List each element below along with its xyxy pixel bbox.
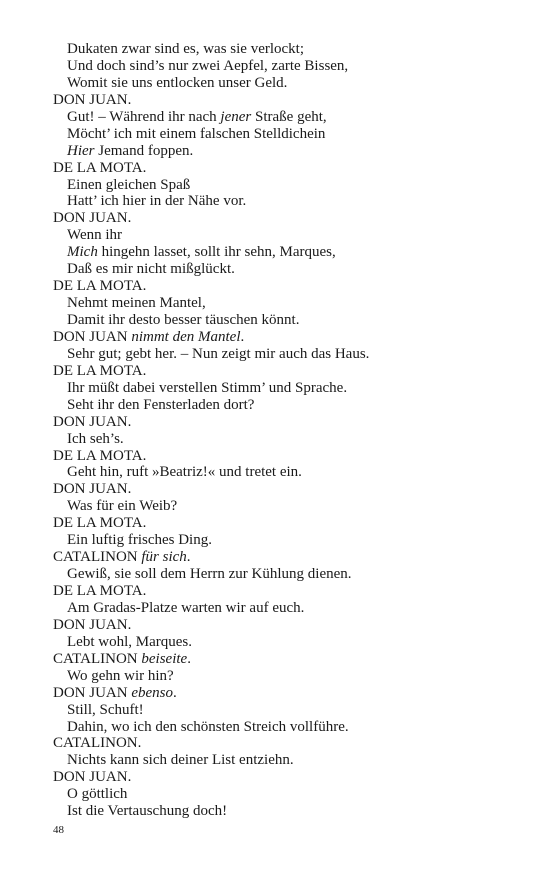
line-text: Was für ein Weib? xyxy=(67,498,178,515)
line-text: . xyxy=(187,650,191,667)
line-text: Möcht’ ich mit einem falschen Stelldichein xyxy=(67,125,326,142)
verse-line xyxy=(0,464,550,481)
verse-line xyxy=(0,143,550,160)
line-text: DON JUAN xyxy=(53,684,132,701)
line-text: DE LA MOTA. xyxy=(53,159,147,176)
line-text: DON JUAN. xyxy=(53,210,132,227)
line-text: Dahin, wo ich den schönsten Streich vollführe. xyxy=(67,718,349,735)
verse-line xyxy=(0,346,550,363)
verse-line xyxy=(0,600,550,617)
line-text: DON JUAN xyxy=(53,328,132,345)
line-text: Still, Schuft! xyxy=(67,701,144,718)
line-text: . xyxy=(173,684,177,701)
line-text: . xyxy=(240,328,245,345)
line-text: DE LA MOTA. xyxy=(53,362,147,379)
verse-line xyxy=(0,532,550,549)
verse-line xyxy=(0,752,550,769)
speaker-line xyxy=(0,685,550,702)
verse-line xyxy=(0,312,550,329)
verse-line xyxy=(0,177,550,194)
verse-line xyxy=(0,803,550,820)
emphasis-text: Mich xyxy=(67,244,98,261)
verse-line xyxy=(0,41,550,58)
emphasis-text: für sich xyxy=(141,549,187,566)
line-text: Ist die Vertauschung doch! xyxy=(67,803,228,820)
speaker-line xyxy=(0,278,550,295)
speaker-line xyxy=(0,583,550,600)
verse-line xyxy=(0,261,550,278)
verse-line xyxy=(0,719,550,736)
line-text: DE LA MOTA. xyxy=(53,583,147,599)
line-text: Wo gehn wir hin? xyxy=(67,667,174,684)
line-text: Und doch sind’s nur zwei Aepfel, zarte Bissen, xyxy=(67,57,349,74)
line-text: DE LA MOTA. xyxy=(53,447,147,464)
verse-line xyxy=(0,702,550,719)
line-text: Jemand foppen. xyxy=(94,142,194,159)
emphasis-text: beiseite xyxy=(141,650,188,667)
line-text: Ihr müßt dabei verstellen Stimm’ und Sprache. xyxy=(67,379,348,396)
line-text: Ein luftig frisches Ding. xyxy=(67,532,212,549)
line-text: O göttlich xyxy=(67,786,128,803)
line-text: Nehmt meinen Mantel, xyxy=(67,295,206,312)
line-text: Hatt’ ich hier in der Nähe vor. xyxy=(67,193,247,210)
emphasis-text: nimmt den Mantel xyxy=(131,328,241,345)
line-text: Einen gleichen Spaß xyxy=(67,176,191,193)
line-text: CATALINON xyxy=(53,549,142,566)
verse-line xyxy=(0,380,550,397)
line-text: Am Gradas-Platze warten wir auf euch. xyxy=(67,599,305,616)
line-text: Womit sie uns entlocken unser Geld. xyxy=(67,74,288,91)
line-text: DE LA MOTA. xyxy=(53,515,147,532)
verse-line xyxy=(0,786,550,803)
line-text: DE LA MOTA. xyxy=(53,278,147,295)
line-text: Damit ihr desto besser täuschen könnt. xyxy=(67,312,300,328)
line-text: Lebt wohl, Marques. xyxy=(67,633,192,650)
verse-line xyxy=(0,397,550,414)
emphasis-text: Hier xyxy=(67,142,95,159)
speaker-line xyxy=(0,651,550,668)
speaker-line xyxy=(0,160,550,177)
verse-line xyxy=(0,431,550,448)
line-text: DON JUAN. xyxy=(53,91,132,108)
line-text: DON JUAN. xyxy=(53,413,132,430)
verse-line xyxy=(0,498,550,515)
line-text: Geht hin, ruft »Beatriz!« und tretet ein. xyxy=(67,464,302,481)
speaker-line xyxy=(0,92,550,109)
line-text: DON JUAN. xyxy=(53,769,132,786)
verse-line xyxy=(0,566,550,583)
line-text: Sehr gut; gebt her. – Nun zeigt mir auch das Haus. xyxy=(67,345,370,362)
verse-line xyxy=(0,668,550,685)
line-text: Seht ihr den Fensterladen dort? xyxy=(67,396,255,413)
verse-line xyxy=(0,244,550,261)
verse-line xyxy=(0,58,550,75)
play-text xyxy=(0,41,550,820)
verse-line xyxy=(0,295,550,312)
speaker-line xyxy=(0,735,550,752)
line-text: hingehn lasset, sollt ihr sehn, Marques, xyxy=(97,244,336,261)
verse-line xyxy=(0,75,550,92)
verse-line xyxy=(0,227,550,244)
speaker-line xyxy=(0,769,550,786)
line-text: Dukaten zwar sind es, was sie verlockt; xyxy=(67,41,305,57)
speaker-line xyxy=(0,481,550,498)
line-text: Ich seh’s. xyxy=(67,430,124,447)
emphasis-text: jener xyxy=(220,108,252,125)
line-text: CATALINON xyxy=(53,650,142,667)
speaker-line xyxy=(0,515,550,532)
verse-line xyxy=(0,634,550,651)
speaker-line xyxy=(0,414,550,431)
line-text: . xyxy=(186,549,191,566)
verse-line xyxy=(0,193,550,210)
line-text: Nichts kann sich deiner List entziehn. xyxy=(67,752,294,769)
line-text: Daß es mir nicht mißglückt. xyxy=(67,261,235,278)
line-text: DON JUAN. xyxy=(53,616,132,633)
line-text: Wenn ihr xyxy=(67,227,123,244)
line-text: Gut! – Während ihr nach xyxy=(67,108,221,125)
speaker-line xyxy=(0,617,550,634)
speaker-line xyxy=(0,329,550,346)
line-text: Gewiß, sie soll dem Herrn zur Kühlung dienen. xyxy=(67,566,352,583)
page-number: 48 xyxy=(53,824,64,836)
verse-line xyxy=(0,109,550,126)
speaker-line xyxy=(0,448,550,465)
verse-line xyxy=(0,126,550,143)
line-text: CATALINON. xyxy=(53,735,142,752)
line-text: Straße geht, xyxy=(251,108,327,125)
emphasis-text: ebenso xyxy=(131,684,173,701)
line-text: DON JUAN. xyxy=(53,481,132,498)
speaker-line xyxy=(0,549,550,566)
speaker-line xyxy=(0,363,550,380)
speaker-line xyxy=(0,210,550,227)
